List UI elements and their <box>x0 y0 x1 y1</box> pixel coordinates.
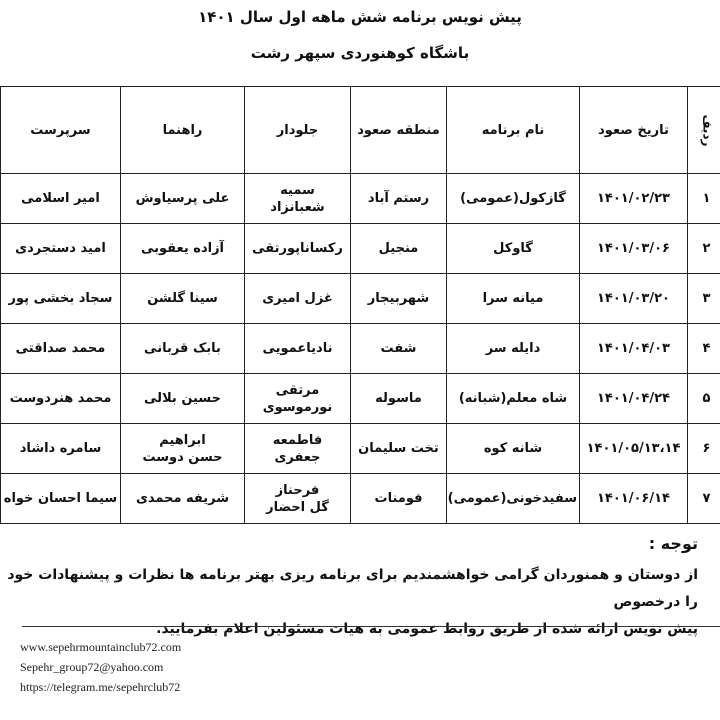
date-cell <box>580 424 688 474</box>
region-cell-text: شفت <box>380 341 417 356</box>
guide-cell-text: حسن دوست <box>142 449 223 465</box>
row-number-cell <box>688 324 720 374</box>
date-cell <box>580 174 688 224</box>
column-header-program: نام برنامه <box>447 87 580 174</box>
footer-divider <box>22 626 720 627</box>
table-row <box>1 224 720 274</box>
supervisor-cell-text: امید دستجردی <box>15 241 106 256</box>
row-number-cell <box>688 374 720 424</box>
date-cell-text: ۱۴۰۱/۰۶/۱۴ <box>597 491 670 506</box>
date-cell <box>580 474 688 524</box>
guide-cell <box>121 374 245 424</box>
leader-cell-text: نورموسوی <box>262 399 333 415</box>
supervisor-cell-text: سیما احسان خواه <box>3 491 118 506</box>
row-number-cell-text: ۳ <box>702 291 711 306</box>
leader-cell-text: غزل امیری <box>262 291 333 306</box>
leader-cell <box>245 474 351 524</box>
guide-cell <box>121 424 245 474</box>
table-row <box>1 274 720 324</box>
row-number-cell <box>688 274 720 324</box>
leader-cell <box>245 374 351 424</box>
region-cell-text: رستم آباد <box>367 191 430 206</box>
program-cell-text: دایله سر <box>485 341 541 356</box>
region-cell-text: شهربیجار <box>367 291 430 306</box>
leader-cell <box>245 274 351 324</box>
guide-cell <box>121 224 245 274</box>
supervisor-cell-text: سجاد بخشی پور <box>8 291 113 306</box>
date-cell-text: ۱۴۰۱/۰۴/۲۴ <box>597 391 670 406</box>
supervisor-cell-text: محمد صداقتی <box>15 341 106 356</box>
region-cell <box>351 224 447 274</box>
leader-cell-text: جعفری <box>274 449 321 465</box>
supervisor-cell <box>1 274 121 324</box>
guide-cell-text: علی پرسیاوش <box>135 191 230 206</box>
table-row <box>1 324 720 374</box>
leader-cell-text: گل احضار <box>266 499 329 515</box>
guide-cell-text: شریفه محمدی <box>135 491 230 506</box>
region-cell-text: ماسوله <box>375 391 422 406</box>
page-title: پیش نویس برنامه شش ماهه اول سال ۱۴۰۱ <box>198 8 522 26</box>
column-header-leader: جلودار <box>245 87 351 174</box>
note-line: پیش نویس ارائه شده از طریق روابط عمومی به هیات مسئولین اعلام بفرمایید. <box>156 621 698 637</box>
note-line: از دوستان و همنوردان گرامی خواهشمندیم برای برنامه ریزی بهتر برنامه ها نظرات و پیشنهادات خود را درخصوص <box>7 567 698 610</box>
date-cell <box>580 274 688 324</box>
row-number-cell-text: ۵ <box>702 391 711 406</box>
row-number-cell <box>688 174 720 224</box>
guide-cell <box>121 174 245 224</box>
guide-cell-text: آزاده یعقوبی <box>140 241 225 256</box>
supervisor-cell-text: امیر اسلامی <box>21 191 100 206</box>
website-link[interactable]: www.sepehrmountainclub72.com <box>20 640 182 654</box>
row-number-cell <box>688 474 720 524</box>
note-heading: توجه : <box>648 534 698 553</box>
table-row <box>1 374 720 424</box>
program-cell-text: میانه سرا <box>482 291 544 306</box>
row-number-cell <box>688 424 720 474</box>
guide-cell-text: بابک قربانی <box>144 341 221 356</box>
table-header-row <box>1 87 720 174</box>
column-header-region: منطقه صعود <box>351 87 447 174</box>
leader-cell-text: فرحناز <box>275 482 320 498</box>
date-cell-text: ۱۴۰۱/۰۵/۱۳،۱۴ <box>586 441 681 456</box>
program-cell-text: گازکول(عمومی) <box>460 191 566 206</box>
program-cell <box>447 274 580 324</box>
leader-cell <box>245 424 351 474</box>
table-row <box>1 424 720 474</box>
region-cell <box>351 374 447 424</box>
column-header-date: تاریخ صعود <box>580 87 688 174</box>
region-cell-text: منجیل <box>378 241 419 256</box>
guide-cell-text: سینا گلشن <box>147 291 218 306</box>
date-cell-text: ۱۴۰۱/۰۲/۲۳ <box>597 191 670 206</box>
supervisor-cell <box>1 424 121 474</box>
region-cell <box>351 424 447 474</box>
date-cell-text: ۱۴۰۱/۰۴/۰۳ <box>597 341 670 356</box>
row-number-cell-text: ۲ <box>702 241 711 256</box>
leader-cell-text: نادیاعمویی <box>262 341 333 356</box>
schedule-table <box>0 86 720 524</box>
supervisor-cell <box>1 324 121 374</box>
date-cell <box>580 224 688 274</box>
leader-cell-text: مرتقی <box>275 382 320 398</box>
region-cell <box>351 324 447 374</box>
leader-cell-text: فاطمعه <box>272 432 323 448</box>
guide-cell <box>121 474 245 524</box>
leader-cell-text: رکساناپورتقی <box>252 241 343 256</box>
supervisor-cell <box>1 174 121 224</box>
date-cell <box>580 324 688 374</box>
column-header-supervisor: سرپرست <box>1 87 121 174</box>
supervisor-cell-text: سامره داشاد <box>19 441 102 456</box>
date-cell <box>580 374 688 424</box>
row-number-cell <box>688 224 720 274</box>
program-cell <box>447 174 580 224</box>
guide-cell-text: ابراهیم <box>159 432 206 448</box>
telegram-link[interactable]: https://telegram.me/sepehrclub72 <box>20 680 181 694</box>
leader-cell-text: شعبانزاد <box>270 199 325 215</box>
region-cell-text: تخت سلیمان <box>358 441 439 456</box>
guide-cell-text: حسین بلالی <box>144 391 221 406</box>
row-number-cell-text: ۷ <box>702 491 711 506</box>
date-cell-text: ۱۴۰۱/۰۳/۲۰ <box>597 291 670 306</box>
club-name: باشگاه کوهنوردی سپهر رشت <box>250 44 470 62</box>
region-cell <box>351 274 447 324</box>
guide-cell <box>121 274 245 324</box>
program-cell <box>447 424 580 474</box>
column-header-guide: راهنما <box>121 87 245 174</box>
leader-cell-text: سمیه <box>280 182 315 198</box>
program-cell-text: شانه کوه <box>483 441 543 456</box>
region-cell-text: فومنات <box>374 491 423 506</box>
leader-cell <box>245 174 351 224</box>
program-cell-text: شاه معلم(شبانه) <box>458 391 568 406</box>
supervisor-cell-text: محمد هنردوست <box>9 391 112 406</box>
program-cell <box>447 474 580 524</box>
leader-cell <box>245 324 351 374</box>
program-cell <box>447 224 580 274</box>
supervisor-cell <box>1 374 121 424</box>
column-header-row-number: ردیف <box>688 87 720 174</box>
row-number-cell-text: ۱ <box>702 191 711 206</box>
table-row <box>1 174 720 224</box>
region-cell <box>351 174 447 224</box>
date-cell-text: ۱۴۰۱/۰۳/۰۶ <box>597 241 670 256</box>
email-link[interactable]: Sepehr_group72@yahoo.com <box>20 660 164 674</box>
table-row <box>1 474 720 524</box>
program-cell-text: سفیدخونی(عمومی) <box>447 491 577 506</box>
supervisor-cell <box>1 474 121 524</box>
program-cell <box>447 324 580 374</box>
program-cell <box>447 374 580 424</box>
region-cell <box>351 474 447 524</box>
guide-cell <box>121 324 245 374</box>
leader-cell <box>245 224 351 274</box>
supervisor-cell <box>1 224 121 274</box>
row-number-cell-text: ۴ <box>702 341 711 356</box>
note-text <box>0 562 698 643</box>
program-cell-text: گاوکل <box>493 241 533 256</box>
row-number-cell-text: ۶ <box>702 441 711 456</box>
